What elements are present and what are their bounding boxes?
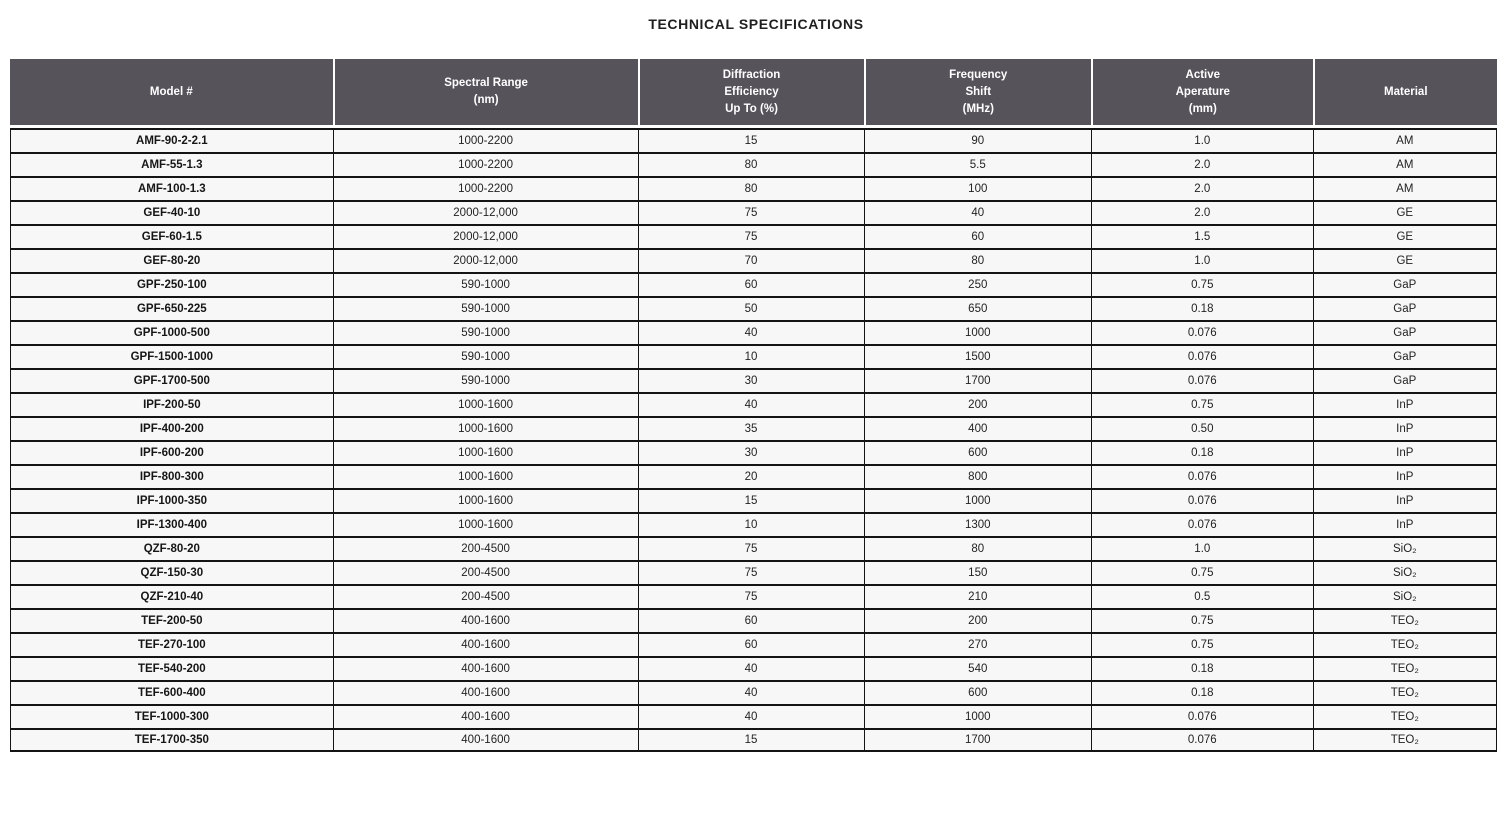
cell-freq: 650 <box>864 296 1092 320</box>
cell-spectral: 1000-2200 <box>333 152 638 176</box>
cell-freq: 270 <box>864 632 1092 656</box>
table-row <box>10 392 1497 416</box>
table-row <box>10 728 1497 752</box>
cell-diff: 10 <box>638 344 864 368</box>
cell-material: InP <box>1313 512 1497 536</box>
cell-freq: 200 <box>864 608 1092 632</box>
cell-freq: 150 <box>864 560 1092 584</box>
cell-spectral: 200-4500 <box>333 560 638 584</box>
cell-material: InP <box>1313 392 1497 416</box>
cell-spectral: 2000-12,000 <box>333 224 638 248</box>
cell-aperture: 0.18 <box>1091 680 1313 704</box>
table-row <box>10 416 1497 440</box>
table-row <box>10 320 1497 344</box>
cell-aperture: 2.0 <box>1091 152 1313 176</box>
cell-spectral: 2000-12,000 <box>333 200 638 224</box>
cell-diff: 40 <box>638 392 864 416</box>
cell-diff: 35 <box>638 416 864 440</box>
cell-spectral: 400-1600 <box>333 632 638 656</box>
cell-model: AMF-90-2-2.1 <box>10 128 333 152</box>
cell-spectral: 200-4500 <box>333 536 638 560</box>
cell-model: QZF-150-30 <box>10 560 333 584</box>
cell-material: GaP <box>1313 344 1497 368</box>
cell-material: SiO₂ <box>1313 536 1497 560</box>
cell-diff: 30 <box>638 368 864 392</box>
cell-spectral: 400-1600 <box>333 680 638 704</box>
cell-freq: 100 <box>864 176 1092 200</box>
cell-diff: 75 <box>638 584 864 608</box>
cell-diff: 50 <box>638 296 864 320</box>
cell-spectral: 590-1000 <box>333 368 638 392</box>
cell-diff: 60 <box>638 272 864 296</box>
cell-diff: 40 <box>638 704 864 728</box>
cell-material: SiO₂ <box>1313 584 1497 608</box>
table-row <box>10 656 1497 680</box>
cell-freq: 90 <box>864 128 1092 152</box>
cell-model: TEF-540-200 <box>10 656 333 680</box>
cell-aperture: 0.18 <box>1091 296 1313 320</box>
cell-spectral: 400-1600 <box>333 704 638 728</box>
cell-freq: 80 <box>864 248 1092 272</box>
table-header <box>10 59 1497 128</box>
cell-model: GEF-40-10 <box>10 200 333 224</box>
cell-spectral: 1000-1600 <box>333 392 638 416</box>
cell-material: GaP <box>1313 368 1497 392</box>
cell-diff: 75 <box>638 224 864 248</box>
table-row <box>10 704 1497 728</box>
cell-spectral: 590-1000 <box>333 320 638 344</box>
cell-model: IPF-600-200 <box>10 440 333 464</box>
cell-aperture: 0.076 <box>1091 704 1313 728</box>
cell-freq: 250 <box>864 272 1092 296</box>
cell-freq: 1000 <box>864 704 1092 728</box>
table-row <box>10 248 1497 272</box>
cell-aperture: 0.75 <box>1091 560 1313 584</box>
cell-model: TEF-600-400 <box>10 680 333 704</box>
cell-aperture: 0.18 <box>1091 656 1313 680</box>
column-header-freq: Frequency Shift (MHz) <box>864 59 1092 128</box>
cell-material: GE <box>1313 248 1497 272</box>
cell-aperture: 0.076 <box>1091 320 1313 344</box>
cell-model: GEF-80-20 <box>10 248 333 272</box>
cell-model: GPF-650-225 <box>10 296 333 320</box>
table-row <box>10 560 1497 584</box>
column-header-spectral: Spectral Range (nm) <box>333 59 638 128</box>
cell-diff: 40 <box>638 320 864 344</box>
cell-model: GPF-1700-500 <box>10 368 333 392</box>
table-row <box>10 440 1497 464</box>
page-title: TECHNICAL SPECIFICATIONS <box>648 16 864 32</box>
cell-freq: 1500 <box>864 344 1092 368</box>
cell-spectral: 1000-2200 <box>333 128 638 152</box>
cell-diff: 15 <box>638 728 864 752</box>
cell-spectral: 590-1000 <box>333 344 638 368</box>
cell-aperture: 0.18 <box>1091 440 1313 464</box>
cell-diff: 15 <box>638 128 864 152</box>
cell-diff: 80 <box>638 176 864 200</box>
cell-aperture: 0.076 <box>1091 368 1313 392</box>
cell-model: TEF-270-100 <box>10 632 333 656</box>
cell-model: IPF-800-300 <box>10 464 333 488</box>
table-row <box>10 584 1497 608</box>
cell-material: InP <box>1313 416 1497 440</box>
cell-aperture: 0.75 <box>1091 608 1313 632</box>
table-row <box>10 512 1497 536</box>
column-header-material: Material <box>1313 59 1497 128</box>
cell-material: TEO₂ <box>1313 656 1497 680</box>
cell-diff: 15 <box>638 488 864 512</box>
cell-spectral: 1000-1600 <box>333 512 638 536</box>
table-row <box>10 128 1497 152</box>
cell-model: TEF-1700-350 <box>10 728 333 752</box>
cell-diff: 75 <box>638 536 864 560</box>
cell-diff: 30 <box>638 440 864 464</box>
cell-aperture: 0.076 <box>1091 464 1313 488</box>
table-row <box>10 680 1497 704</box>
cell-freq: 1700 <box>864 368 1092 392</box>
cell-freq: 540 <box>864 656 1092 680</box>
cell-spectral: 400-1600 <box>333 656 638 680</box>
cell-spectral: 1000-1600 <box>333 464 638 488</box>
cell-material: TEO₂ <box>1313 680 1497 704</box>
cell-diff: 40 <box>638 656 864 680</box>
cell-model: GPF-1000-500 <box>10 320 333 344</box>
cell-spectral: 590-1000 <box>333 272 638 296</box>
cell-freq: 5.5 <box>864 152 1092 176</box>
cell-material: GaP <box>1313 296 1497 320</box>
cell-material: TEO₂ <box>1313 704 1497 728</box>
cell-material: GaP <box>1313 320 1497 344</box>
cell-spectral: 590-1000 <box>333 296 638 320</box>
cell-model: IPF-200-50 <box>10 392 333 416</box>
table-row <box>10 632 1497 656</box>
cell-material: SiO₂ <box>1313 560 1497 584</box>
cell-aperture: 0.076 <box>1091 728 1313 752</box>
cell-freq: 800 <box>864 464 1092 488</box>
cell-model: TEF-1000-300 <box>10 704 333 728</box>
cell-material: InP <box>1313 440 1497 464</box>
cell-diff: 60 <box>638 608 864 632</box>
cell-diff: 70 <box>638 248 864 272</box>
cell-aperture: 0.076 <box>1091 488 1313 512</box>
column-header-aperture: Active Aperature (mm) <box>1091 59 1313 128</box>
cell-spectral: 1000-1600 <box>333 488 638 512</box>
cell-model: QZF-80-20 <box>10 536 333 560</box>
cell-aperture: 0.50 <box>1091 416 1313 440</box>
cell-aperture: 1.0 <box>1091 248 1313 272</box>
table-header-row <box>10 59 1497 128</box>
column-header-diff: Diffraction Efficiency Up To (%) <box>638 59 864 128</box>
cell-material: TEO₂ <box>1313 728 1497 752</box>
cell-freq: 1300 <box>864 512 1092 536</box>
table-row <box>10 272 1497 296</box>
cell-aperture: 0.5 <box>1091 584 1313 608</box>
cell-freq: 400 <box>864 416 1092 440</box>
technical-specifications-table <box>10 59 1497 752</box>
cell-material: AM <box>1313 176 1497 200</box>
cell-freq: 200 <box>864 392 1092 416</box>
cell-diff: 40 <box>638 680 864 704</box>
table-row <box>10 200 1497 224</box>
cell-spectral: 200-4500 <box>333 584 638 608</box>
cell-aperture: 1.0 <box>1091 128 1313 152</box>
cell-model: GEF-60-1.5 <box>10 224 333 248</box>
cell-spectral: 400-1600 <box>333 728 638 752</box>
table-body <box>10 128 1497 752</box>
cell-freq: 210 <box>864 584 1092 608</box>
cell-spectral: 2000-12,000 <box>333 248 638 272</box>
column-header-model: Model # <box>10 59 333 128</box>
cell-spectral: 400-1600 <box>333 608 638 632</box>
cell-freq: 60 <box>864 224 1092 248</box>
table-row <box>10 176 1497 200</box>
cell-material: InP <box>1313 464 1497 488</box>
cell-material: InP <box>1313 488 1497 512</box>
cell-aperture: 0.75 <box>1091 272 1313 296</box>
table-row <box>10 536 1497 560</box>
cell-aperture: 2.0 <box>1091 200 1313 224</box>
cell-material: TEO₂ <box>1313 608 1497 632</box>
cell-aperture: 0.75 <box>1091 632 1313 656</box>
cell-model: TEF-200-50 <box>10 608 333 632</box>
cell-model: IPF-1300-400 <box>10 512 333 536</box>
cell-aperture: 2.0 <box>1091 176 1313 200</box>
table-row <box>10 344 1497 368</box>
cell-diff: 10 <box>638 512 864 536</box>
cell-diff: 75 <box>638 560 864 584</box>
cell-aperture: 0.75 <box>1091 392 1313 416</box>
cell-material: GE <box>1313 200 1497 224</box>
cell-diff: 60 <box>638 632 864 656</box>
table-row <box>10 464 1497 488</box>
cell-freq: 40 <box>864 200 1092 224</box>
cell-diff: 75 <box>638 200 864 224</box>
cell-diff: 20 <box>638 464 864 488</box>
cell-aperture: 0.076 <box>1091 512 1313 536</box>
table-row <box>10 224 1497 248</box>
cell-freq: 1000 <box>864 320 1092 344</box>
table-row <box>10 608 1497 632</box>
cell-aperture: 0.076 <box>1091 344 1313 368</box>
cell-model: IPF-400-200 <box>10 416 333 440</box>
cell-spectral: 1000-2200 <box>333 176 638 200</box>
table-row <box>10 152 1497 176</box>
cell-model: AMF-55-1.3 <box>10 152 333 176</box>
table-row <box>10 368 1497 392</box>
cell-material: AM <box>1313 152 1497 176</box>
cell-model: AMF-100-1.3 <box>10 176 333 200</box>
cell-diff: 80 <box>638 152 864 176</box>
cell-aperture: 1.0 <box>1091 536 1313 560</box>
cell-material: TEO₂ <box>1313 632 1497 656</box>
cell-freq: 1700 <box>864 728 1092 752</box>
cell-model: GPF-250-100 <box>10 272 333 296</box>
cell-freq: 600 <box>864 680 1092 704</box>
cell-material: GaP <box>1313 272 1497 296</box>
cell-material: AM <box>1313 128 1497 152</box>
cell-freq: 1000 <box>864 488 1092 512</box>
cell-freq: 600 <box>864 440 1092 464</box>
cell-spectral: 1000-1600 <box>333 416 638 440</box>
cell-aperture: 1.5 <box>1091 224 1313 248</box>
cell-model: QZF-210-40 <box>10 584 333 608</box>
table-row <box>10 488 1497 512</box>
cell-model: IPF-1000-350 <box>10 488 333 512</box>
table-row <box>10 296 1497 320</box>
cell-spectral: 1000-1600 <box>333 440 638 464</box>
cell-material: GE <box>1313 224 1497 248</box>
cell-model: GPF-1500-1000 <box>10 344 333 368</box>
cell-freq: 80 <box>864 536 1092 560</box>
